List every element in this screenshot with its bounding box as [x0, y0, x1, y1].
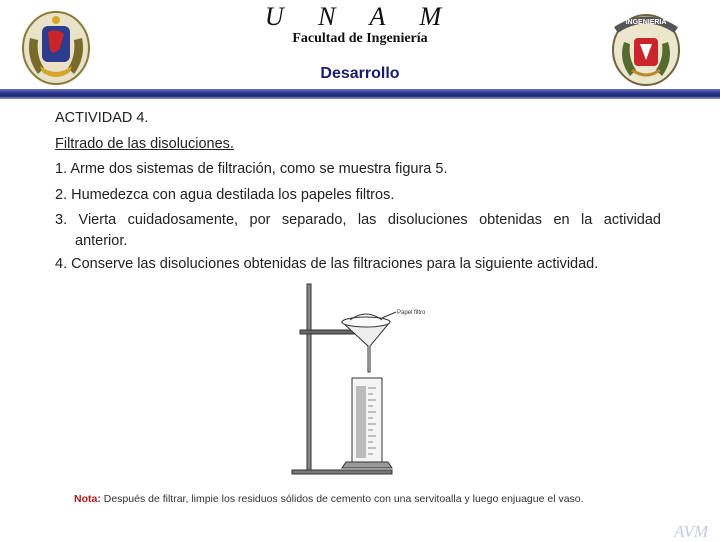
header-divider [0, 89, 720, 99]
activity-subheading: Filtrado de las disoluciones. [55, 136, 234, 152]
stand-rod [307, 284, 311, 470]
page-title: Desarrollo [320, 65, 400, 82]
step-2: 2. Humedezca con agua destilada los papeles filtros. [55, 187, 395, 203]
label-leader [382, 312, 396, 318]
step-1: 1. Arme dos sistemas de filtración, como se muestra figura 5. [55, 161, 448, 177]
cylinder-base [342, 462, 392, 468]
step-3-line-2: anterior. [75, 233, 128, 249]
filter-paper [342, 317, 390, 327]
stand-base [292, 470, 392, 474]
note-label: Nota: [74, 493, 101, 505]
faculty-name: Facultad de Ingeniería [292, 31, 428, 46]
step-4: 4. Conserve las disoluciones obtenidas de las filtraciones para la siguiente actividad. [55, 256, 599, 272]
activity-heading: ACTIVIDAD 4. [55, 110, 149, 126]
filtration-apparatus-figure [290, 282, 450, 477]
step-3 [55, 210, 661, 252]
note [74, 492, 649, 507]
logo-text: INGENIERIA [625, 19, 667, 26]
header [0, 0, 720, 96]
avm-watermark: AVM [674, 522, 709, 541]
university-name: U N A M [264, 2, 456, 31]
filter-paper-label: Papel filtro [397, 310, 426, 316]
note-text: Después de filtrar, limpie los residuos sólidos de cemento con una servitoalla y luego enjuague el vaso. [100, 493, 584, 505]
step-3-line-1: 3. Vierta cuidadosamente, por separado, las disoluciones obtenidas en la actividad [55, 212, 661, 228]
